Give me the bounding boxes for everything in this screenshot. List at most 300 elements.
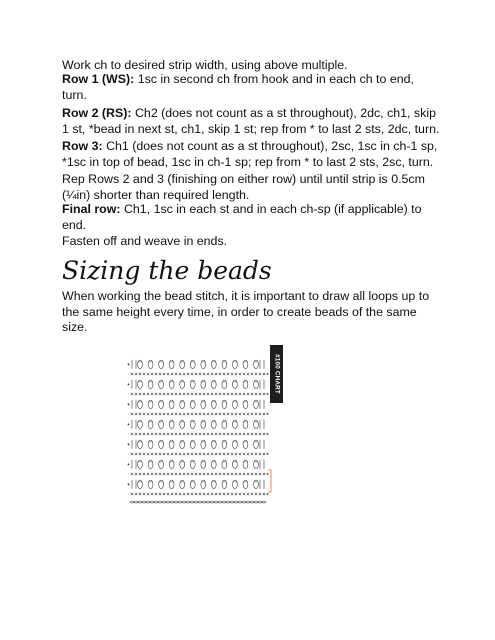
single-crochet-mark — [195, 433, 197, 435]
single-crochet-mark — [247, 373, 249, 375]
bead-stitch-mark — [222, 480, 227, 488]
single-crochet-mark — [255, 453, 257, 455]
single-crochet-mark — [223, 393, 225, 395]
bead-stitch-mark — [148, 480, 153, 488]
single-crochet-mark — [143, 373, 145, 375]
bead-stitch-mark — [159, 480, 164, 488]
single-crochet-mark — [219, 373, 221, 375]
single-crochet-mark — [227, 453, 229, 455]
bead-stitch-mark — [148, 460, 153, 468]
single-crochet-mark — [247, 413, 249, 415]
single-crochet-mark — [159, 393, 161, 395]
single-crochet-mark — [239, 413, 241, 415]
single-crochet-mark — [223, 413, 225, 415]
single-crochet-mark — [163, 373, 165, 375]
bead-stitch-mark — [254, 380, 259, 388]
single-crochet-mark — [155, 453, 157, 455]
single-crochet-mark — [163, 493, 165, 495]
bead-stitch-mark — [233, 440, 238, 448]
single-crochet-mark — [151, 393, 153, 395]
foundation-chain-mark — [174, 501, 177, 503]
turning-chain-mark — [128, 384, 130, 386]
foundation-chain-mark — [202, 501, 205, 503]
foundation-chain-mark — [218, 501, 221, 503]
final-row-label: Final row: — [62, 202, 121, 216]
single-crochet-mark — [239, 393, 241, 395]
bead-stitch-mark — [138, 480, 143, 488]
foundation-chain-mark — [262, 501, 265, 503]
single-crochet-mark — [259, 393, 261, 395]
foundation-chain-mark — [206, 501, 209, 503]
row-3-label: Row 3: — [62, 139, 103, 153]
bead-stitch-mark — [180, 440, 185, 448]
single-crochet-mark — [243, 493, 245, 495]
single-crochet-mark — [215, 393, 217, 395]
bead-stitch-mark — [222, 380, 227, 388]
single-crochet-mark — [219, 453, 221, 455]
single-crochet-mark — [235, 453, 237, 455]
bead-stitch-mark — [148, 400, 153, 408]
single-crochet-mark — [243, 373, 245, 375]
bead-stitch-mark — [233, 480, 238, 488]
single-crochet-mark — [195, 373, 197, 375]
bead-stitch-mark — [159, 420, 164, 428]
single-crochet-mark — [159, 413, 161, 415]
single-crochet-mark — [219, 473, 221, 475]
single-crochet-mark — [203, 393, 205, 395]
foundation-chain-mark — [234, 501, 237, 503]
instruction-fasten-off: Fasten off and weave in ends. — [62, 234, 228, 248]
bead-stitch-mark — [243, 460, 248, 468]
bead-stitch-mark — [159, 460, 164, 468]
single-crochet-mark — [203, 413, 205, 415]
single-crochet-mark — [143, 473, 145, 475]
bead-stitch-mark — [243, 420, 248, 428]
single-crochet-mark — [171, 393, 173, 395]
bead-stitch-mark — [222, 420, 227, 428]
bead-stitch-mark — [201, 360, 206, 368]
single-crochet-mark — [207, 453, 209, 455]
single-crochet-mark — [243, 473, 245, 475]
single-crochet-mark — [143, 433, 145, 435]
single-crochet-mark — [179, 413, 181, 415]
bead-stitch-mark — [254, 420, 259, 428]
bead-stitch-mark — [243, 440, 248, 448]
single-crochet-mark — [215, 453, 217, 455]
single-crochet-mark — [251, 413, 253, 415]
single-crochet-mark — [263, 413, 265, 415]
single-crochet-mark — [251, 493, 253, 495]
foundation-chain-mark — [242, 501, 245, 503]
bead-stitch-mark — [138, 440, 143, 448]
single-crochet-mark — [191, 373, 193, 375]
bead-stitch-mark — [211, 380, 216, 388]
bead-stitch-mark — [180, 400, 185, 408]
instruction-start: Work ch to desired strip width, using above multiple. — [62, 58, 348, 72]
turning-chain-mark — [267, 453, 269, 455]
foundation-chain-mark — [186, 501, 189, 503]
single-crochet-mark — [167, 373, 169, 375]
single-crochet-mark — [231, 453, 233, 455]
bead-stitch-mark — [254, 460, 259, 468]
foundation-chain-mark — [166, 501, 169, 503]
single-crochet-mark — [231, 473, 233, 475]
single-crochet-mark — [187, 413, 189, 415]
bead-stitch-mark — [201, 440, 206, 448]
bead-stitch-mark — [254, 440, 259, 448]
single-crochet-mark — [247, 473, 249, 475]
single-crochet-mark — [179, 433, 181, 435]
single-crochet-mark — [167, 433, 169, 435]
single-crochet-mark — [207, 373, 209, 375]
bead-stitch-mark — [222, 360, 227, 368]
single-crochet-mark — [199, 373, 201, 375]
single-crochet-mark — [151, 493, 153, 495]
instruction-repeat: Rep Rows 2 and 3 (finishing on either row) until until strip is 0.5cm (¼in) shorter than required length. — [62, 172, 425, 202]
single-crochet-mark — [191, 453, 193, 455]
bead-stitch-mark — [169, 440, 174, 448]
single-crochet-mark — [183, 473, 185, 475]
bead-stitch-mark — [190, 440, 195, 448]
foundation-chain-mark — [190, 501, 193, 503]
turning-chain-mark — [267, 393, 269, 395]
bead-stitch-mark — [233, 360, 238, 368]
single-crochet-mark — [195, 453, 197, 455]
single-crochet-mark — [247, 393, 249, 395]
single-crochet-mark — [191, 433, 193, 435]
single-crochet-mark — [227, 373, 229, 375]
single-crochet-mark — [139, 413, 141, 415]
single-crochet-mark — [143, 393, 145, 395]
single-crochet-mark — [175, 413, 177, 415]
single-crochet-mark — [239, 493, 241, 495]
single-crochet-mark — [139, 433, 141, 435]
single-crochet-mark — [227, 413, 229, 415]
single-crochet-mark — [159, 493, 161, 495]
single-crochet-mark — [263, 373, 265, 375]
single-crochet-mark — [255, 373, 257, 375]
single-crochet-mark — [139, 473, 141, 475]
single-crochet-mark — [171, 413, 173, 415]
single-crochet-mark — [211, 413, 213, 415]
stitch-chart — [118, 342, 288, 512]
single-crochet-mark — [147, 453, 149, 455]
single-crochet-mark — [131, 373, 133, 375]
turning-chain-mark — [128, 484, 130, 486]
single-crochet-mark — [155, 493, 157, 495]
bead-stitch-mark — [211, 420, 216, 428]
bead-stitch-mark — [190, 480, 195, 488]
bead-stitch-mark — [211, 400, 216, 408]
single-crochet-mark — [151, 453, 153, 455]
chart-tag-label: #100 CHART — [273, 354, 280, 394]
single-crochet-mark — [255, 413, 257, 415]
bead-stitch-mark — [243, 480, 248, 488]
single-crochet-mark — [215, 433, 217, 435]
single-crochet-mark — [175, 373, 177, 375]
foundation-chain-mark — [170, 501, 173, 503]
repeat-bracket — [268, 470, 271, 492]
section-heading: Sizing the beads — [62, 256, 272, 285]
bead-stitch-mark — [190, 420, 195, 428]
bead-stitch-mark — [201, 400, 206, 408]
foundation-chain-mark — [162, 501, 165, 503]
single-crochet-mark — [211, 433, 213, 435]
single-crochet-mark — [243, 453, 245, 455]
bead-stitch-mark — [138, 360, 143, 368]
single-crochet-mark — [215, 413, 217, 415]
bead-stitch-mark — [169, 380, 174, 388]
single-crochet-mark — [147, 413, 149, 415]
single-crochet-mark — [247, 453, 249, 455]
foundation-chain-mark — [182, 501, 185, 503]
single-crochet-mark — [235, 373, 237, 375]
row-1-text: 1sc in second ch from hook and in each ch to end, turn. — [62, 72, 414, 102]
bead-stitch-mark — [201, 380, 206, 388]
turning-chain-mark — [267, 413, 269, 415]
bead-stitch-mark — [254, 400, 259, 408]
single-crochet-mark — [163, 393, 165, 395]
row-1-label: Row 1 (WS): — [62, 72, 135, 86]
single-crochet-mark — [243, 413, 245, 415]
foundation-chain-mark — [258, 501, 261, 503]
single-crochet-mark — [223, 433, 225, 435]
bead-stitch-mark — [159, 380, 164, 388]
single-crochet-mark — [187, 373, 189, 375]
single-crochet-mark — [199, 473, 201, 475]
single-crochet-mark — [171, 373, 173, 375]
single-crochet-mark — [251, 453, 253, 455]
single-crochet-mark — [155, 373, 157, 375]
bead-stitch-mark — [180, 380, 185, 388]
single-crochet-mark — [263, 473, 265, 475]
bead-stitch-mark — [159, 400, 164, 408]
single-crochet-mark — [151, 433, 153, 435]
single-crochet-mark — [183, 493, 185, 495]
single-crochet-mark — [187, 453, 189, 455]
final-row-text: Ch1, 1sc in each st and in each ch-sp (if applicable) to end. — [62, 202, 422, 232]
single-crochet-mark — [147, 373, 149, 375]
single-crochet-mark — [203, 373, 205, 375]
bead-stitch-mark — [169, 480, 174, 488]
bead-stitch-mark — [180, 360, 185, 368]
foundation-chain-mark — [142, 501, 145, 503]
foundation-chain-mark — [198, 501, 201, 503]
single-crochet-mark — [215, 493, 217, 495]
single-crochet-mark — [251, 373, 253, 375]
bead-stitch-mark — [180, 420, 185, 428]
single-crochet-mark — [163, 433, 165, 435]
single-crochet-mark — [155, 433, 157, 435]
foundation-chain-mark — [178, 501, 181, 503]
single-crochet-mark — [131, 433, 133, 435]
foundation-chain-mark — [222, 501, 225, 503]
single-crochet-mark — [167, 493, 169, 495]
turning-chain-mark — [128, 444, 130, 446]
bead-stitch-mark — [211, 440, 216, 448]
single-crochet-mark — [235, 433, 237, 435]
single-crochet-mark — [135, 453, 137, 455]
single-crochet-mark — [179, 473, 181, 475]
bead-stitch-mark — [148, 440, 153, 448]
single-crochet-mark — [203, 493, 205, 495]
turning-chain-mark — [267, 493, 269, 495]
bead-stitch-mark — [190, 380, 195, 388]
single-crochet-mark — [147, 433, 149, 435]
foundation-chain-mark — [238, 501, 241, 503]
single-crochet-mark — [207, 473, 209, 475]
single-crochet-mark — [183, 413, 185, 415]
single-crochet-mark — [199, 413, 201, 415]
single-crochet-mark — [227, 473, 229, 475]
bead-stitch-mark — [169, 460, 174, 468]
single-crochet-mark — [159, 453, 161, 455]
single-crochet-mark — [211, 453, 213, 455]
instruction-final-row — [62, 202, 442, 233]
single-crochet-mark — [163, 473, 165, 475]
bead-stitch-mark — [180, 480, 185, 488]
single-crochet-mark — [179, 393, 181, 395]
foundation-chain-mark — [146, 501, 149, 503]
single-crochet-mark — [239, 473, 241, 475]
single-crochet-mark — [171, 473, 173, 475]
single-crochet-mark — [147, 473, 149, 475]
single-crochet-mark — [179, 453, 181, 455]
single-crochet-mark — [187, 393, 189, 395]
instruction-row-2 — [62, 106, 442, 137]
single-crochet-mark — [143, 453, 145, 455]
single-crochet-mark — [135, 433, 137, 435]
single-crochet-mark — [175, 453, 177, 455]
bead-stitch-mark — [190, 460, 195, 468]
single-crochet-mark — [131, 413, 133, 415]
bead-stitch-mark — [138, 380, 143, 388]
single-crochet-mark — [139, 393, 141, 395]
single-crochet-mark — [239, 453, 241, 455]
bead-stitch-mark — [233, 460, 238, 468]
bead-stitch-mark — [233, 420, 238, 428]
bead-stitch-mark — [222, 460, 227, 468]
single-crochet-mark — [191, 493, 193, 495]
row-2-text: Ch2 (does not count as a st throughout), 2dc, ch1, skip 1 st, *bead in next st, ch1, skip 1 st; rep from * to last 2 sts, 2dc, turn. — [62, 106, 440, 136]
single-crochet-mark — [147, 493, 149, 495]
foundation-chain-mark — [210, 501, 213, 503]
single-crochet-mark — [167, 473, 169, 475]
single-crochet-mark — [199, 453, 201, 455]
single-crochet-mark — [135, 493, 137, 495]
single-crochet-mark — [207, 433, 209, 435]
single-crochet-mark — [155, 393, 157, 395]
single-crochet-mark — [139, 453, 141, 455]
turning-chain-mark — [267, 373, 269, 375]
foundation-chain-mark — [150, 501, 153, 503]
single-crochet-mark — [151, 373, 153, 375]
single-crochet-mark — [163, 413, 165, 415]
single-crochet-mark — [243, 393, 245, 395]
single-crochet-mark — [207, 393, 209, 395]
single-crochet-mark — [223, 493, 225, 495]
single-crochet-mark — [187, 473, 189, 475]
bead-stitch-mark — [180, 460, 185, 468]
bead-stitch-mark — [243, 380, 248, 388]
single-crochet-mark — [223, 473, 225, 475]
single-crochet-mark — [235, 393, 237, 395]
foundation-chain-mark — [134, 501, 137, 503]
single-crochet-mark — [171, 493, 173, 495]
single-crochet-mark — [195, 473, 197, 475]
single-crochet-mark — [223, 453, 225, 455]
foundation-chain-mark — [130, 501, 133, 503]
single-crochet-mark — [175, 433, 177, 435]
single-crochet-mark — [263, 433, 265, 435]
single-crochet-mark — [219, 493, 221, 495]
bead-stitch-mark — [201, 480, 206, 488]
single-crochet-mark — [259, 473, 261, 475]
instruction-row-1 — [62, 72, 442, 103]
single-crochet-mark — [259, 413, 261, 415]
single-crochet-mark — [203, 453, 205, 455]
single-crochet-mark — [239, 433, 241, 435]
single-crochet-mark — [263, 453, 265, 455]
sizing-paragraph: When working the bead stitch, it is important to draw all loops up to the same height every time, in order to create beads of the same size. — [62, 289, 430, 334]
foundation-chain-mark — [250, 501, 253, 503]
single-crochet-mark — [195, 393, 197, 395]
bead-stitch-mark — [211, 360, 216, 368]
bead-stitch-mark — [222, 440, 227, 448]
bead-stitch-mark — [159, 360, 164, 368]
single-crochet-mark — [259, 433, 261, 435]
single-crochet-mark — [155, 473, 157, 475]
single-crochet-mark — [171, 433, 173, 435]
single-crochet-mark — [183, 373, 185, 375]
single-crochet-mark — [167, 453, 169, 455]
single-crochet-mark — [135, 373, 137, 375]
stitch-chart-graphic — [118, 342, 288, 512]
single-crochet-mark — [223, 373, 225, 375]
row-2-label: Row 2 (RS): — [62, 106, 132, 120]
chart-tag — [270, 345, 283, 403]
single-crochet-mark — [199, 493, 201, 495]
bead-stitch-mark — [169, 360, 174, 368]
single-crochet-mark — [207, 493, 209, 495]
bead-stitch-mark — [148, 360, 153, 368]
single-crochet-mark — [203, 473, 205, 475]
single-crochet-mark — [151, 473, 153, 475]
bead-stitch-mark — [169, 420, 174, 428]
single-crochet-mark — [211, 393, 213, 395]
single-crochet-mark — [251, 433, 253, 435]
bead-stitch-mark — [233, 400, 238, 408]
bead-stitch-mark — [190, 360, 195, 368]
single-crochet-mark — [175, 493, 177, 495]
single-crochet-mark — [179, 373, 181, 375]
single-crochet-mark — [211, 373, 213, 375]
single-crochet-mark — [131, 473, 133, 475]
single-crochet-mark — [231, 373, 233, 375]
single-crochet-mark — [227, 493, 229, 495]
single-crochet-mark — [239, 373, 241, 375]
turning-chain-mark — [128, 364, 130, 366]
single-crochet-mark — [175, 473, 177, 475]
bead-stitch-mark — [254, 360, 259, 368]
single-crochet-mark — [211, 493, 213, 495]
single-crochet-mark — [219, 433, 221, 435]
single-crochet-mark — [195, 493, 197, 495]
bead-stitch-mark — [201, 460, 206, 468]
foundation-chain-mark — [158, 501, 161, 503]
single-crochet-mark — [131, 453, 133, 455]
single-crochet-mark — [147, 393, 149, 395]
